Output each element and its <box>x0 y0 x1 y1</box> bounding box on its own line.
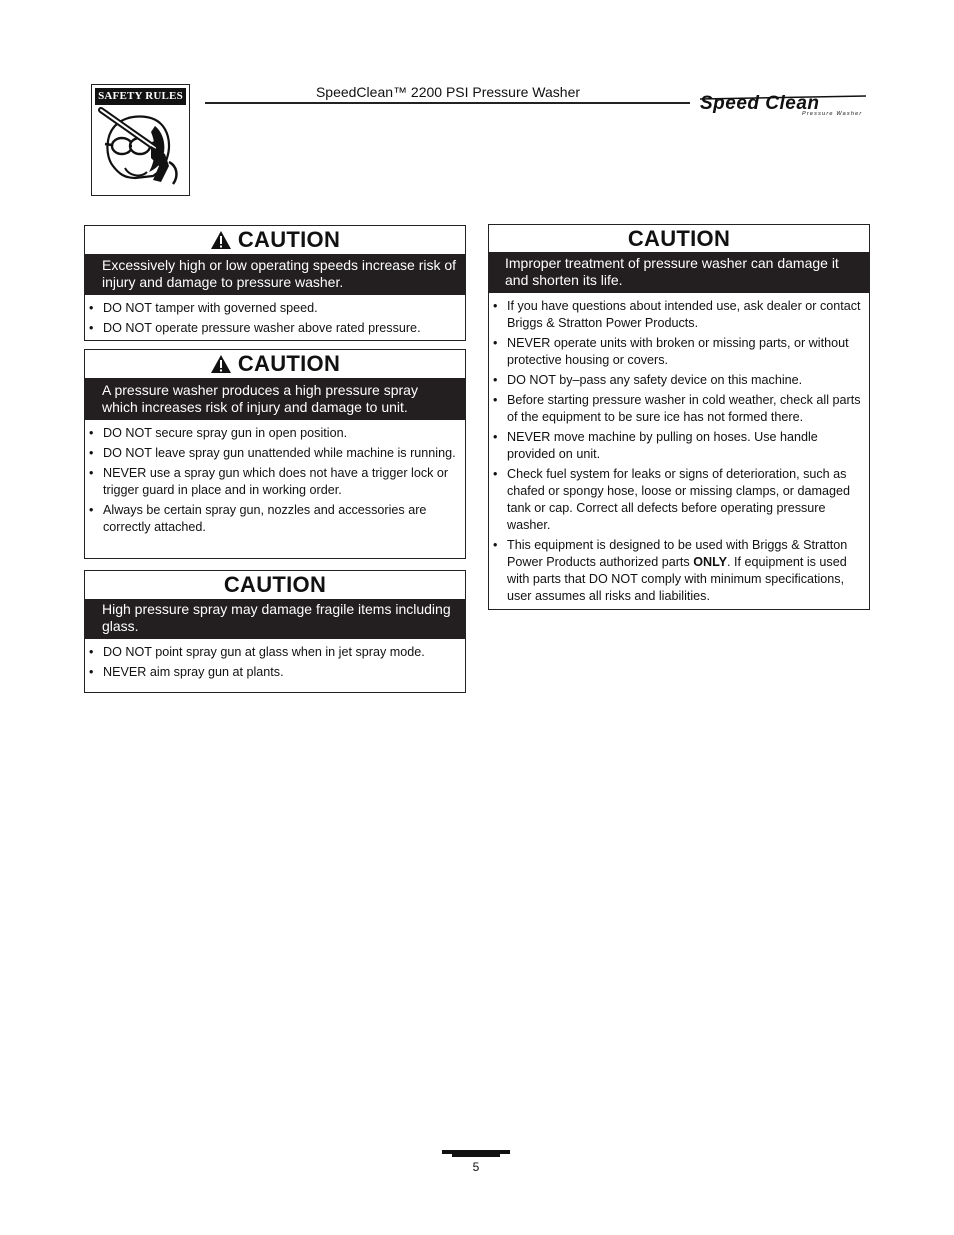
list-item <box>493 537 866 605</box>
caution-list <box>85 639 465 688</box>
page-number: 5 <box>472 1160 480 1174</box>
list-item: • Check fuel system for leaks or signs of deterioration, such as chafed or spongy hose, loose or missing clamps, or damaged tank or cap. Correct all defects before operating pressure washer. <box>493 466 866 534</box>
caution-list <box>489 293 869 612</box>
caution-list <box>85 420 465 543</box>
caution-heading: CAUTION <box>237 351 341 376</box>
safety-rules-badge <box>91 84 190 196</box>
caution-heading-row <box>85 571 465 599</box>
list-item: • DO NOT leave spray gun unattended while machine is running. <box>89 445 459 462</box>
list-item: • If you have questions about intended use, ask dealer or contact Briggs & Stratton Power Products. <box>493 298 866 332</box>
page-header-title: SpeedClean™ 2200 PSI Pressure Washer <box>315 84 581 100</box>
caution-box-speed <box>84 225 466 341</box>
list-item: • DO NOT secure spray gun in open position. <box>89 425 459 442</box>
caution-box-fragile <box>84 570 466 693</box>
list-item: • DO NOT point spray gun at glass when in jet spray mode. <box>89 644 459 661</box>
warning-triangle-icon <box>210 230 232 250</box>
caution-statement: A pressure washer produces a high pressure spray which increases risk of injury and damage to unit. <box>85 378 465 420</box>
caution-heading: CAUTION <box>223 572 327 597</box>
warning-triangle-icon <box>210 354 232 374</box>
list-item: • NEVER move machine by pulling on hoses. Use handle provided on unit. <box>493 429 866 463</box>
safety-rules-label: SAFETY RULES <box>95 88 186 105</box>
caution-heading: CAUTION <box>237 227 341 252</box>
list-item-text: This equipment is designed to be used with Briggs & Stratton Power Products authorized parts <box>507 538 848 569</box>
list-item: • DO NOT by–pass any safety device on this machine. <box>493 372 866 389</box>
caution-box-treatment <box>488 224 870 610</box>
list-item: • Always be certain spray gun, nozzles and accessories are correctly attached. <box>89 502 459 536</box>
caution-heading-row <box>489 225 869 252</box>
list-item: • Before starting pressure washer in cold weather, check all parts of the equipment to be sure ice has not formed there. <box>493 392 866 426</box>
caution-heading-row <box>85 350 465 378</box>
list-item: • NEVER use a spray gun which does not have a trigger lock or trigger guard in place and in working order. <box>89 465 459 499</box>
caution-heading-row <box>85 226 465 254</box>
header-rule <box>205 102 690 104</box>
caution-box-spray <box>84 349 466 559</box>
caution-statement: Excessively high or low operating speeds increase risk of injury and damage to pressure washer. <box>85 254 465 295</box>
logo-subtext: Pressure Washer <box>802 111 863 116</box>
list-item: • DO NOT tamper with governed speed. <box>89 300 459 317</box>
list-item: • NEVER aim spray gun at plants. <box>89 664 459 681</box>
logo-wordmark: Speed Clean <box>700 93 820 114</box>
speed-clean-logo <box>698 90 870 116</box>
emphasis-only: ONLY <box>693 555 728 569</box>
list-item-text: . If equipment is used with parts that DO NOT comply with minimum specifications, user assumes all risks and liabilities. <box>507 555 847 603</box>
caution-statement: Improper treatment of pressure washer can damage it and shorten its life. <box>489 252 869 293</box>
list-item: • DO NOT operate pressure washer above rated pressure. <box>89 320 459 337</box>
goggles-mask-spray-gun-icon <box>95 106 186 192</box>
caution-list <box>85 295 465 344</box>
caution-statement: High pressure spray may damage fragile items including glass. <box>85 599 465 639</box>
page-number-bar-tab <box>452 1154 500 1157</box>
list-item: • NEVER operate units with broken or missing parts, or without protective housing or covers. <box>493 335 866 369</box>
caution-heading: CAUTION <box>627 225 731 251</box>
